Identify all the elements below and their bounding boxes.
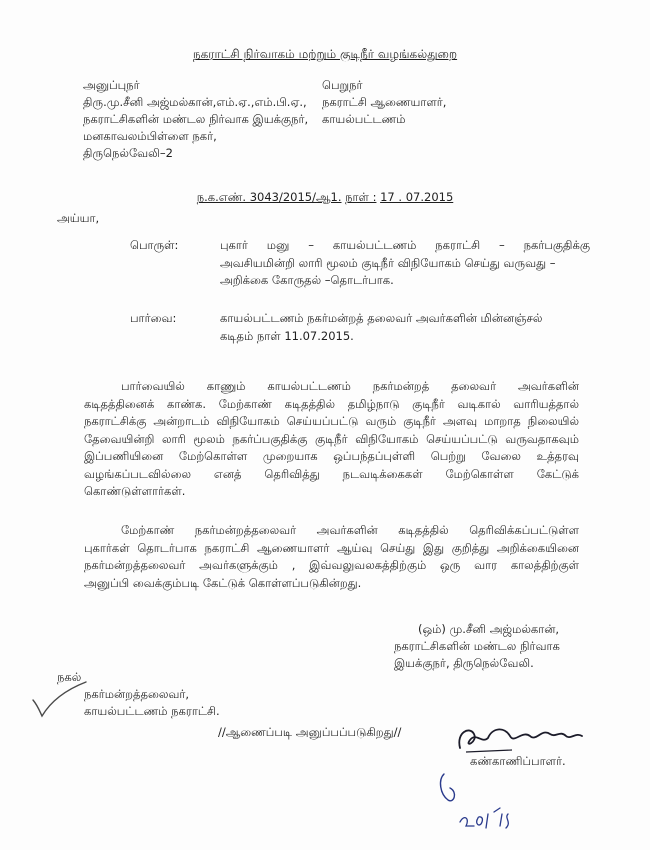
reference-number: ந.க.எண். 3043/2015/ஆ1. [196, 190, 342, 204]
sender-label: அனுப்புநர் [83, 78, 140, 92]
sender-line: நகராட்சிகளின் மண்டல நிர்வாக இயக்குநர், [83, 112, 309, 126]
date-label: நாள் : [345, 190, 377, 204]
copy-line: நகர்மன்றத்தலைவர், [84, 687, 190, 701]
paragraph-line: பார்வையில் காணும் காயல்பட்டணம் நகர்மன்றத் தலைவர் அவர்களின் [121, 379, 579, 393]
superintendent-title: கண்காணிப்பாளர். [470, 754, 566, 768]
receiver-block [322, 77, 446, 128]
signature-line: இயக்குநர், திருநெல்வேலி. [394, 656, 534, 670]
signature-block [394, 621, 560, 672]
paragraph-line: கடிதத்தினைக் காண்க. மேற்காண் கடிதத்தில் தமிழ்நாடு குடிநீர் வடிகால் வாரியத்தால் [84, 396, 579, 411]
paragraph-line: மேற்காண் நகர்மன்றத்தலைவர் அவர்களின் கடிதத்தில் தெரிவிக்கப்பட்டுள்ள [121, 523, 579, 537]
handwritten-signature-icon [452, 718, 592, 758]
paragraph-line: தேவையின்றி லாரி மூலம் நகர்ப்பகுதிக்கு குடிநீர் விநியோகம் செய்யப்பட்டு வருவதாகவும் [84, 431, 579, 446]
signature-line: நகராட்சிகளின் மண்டல நிர்வாக [394, 639, 560, 653]
sender-block [83, 77, 308, 162]
receiver-label: பெறுநர் [322, 78, 363, 92]
body-paragraph-2 [84, 522, 579, 592]
body-paragraph-1 [84, 378, 579, 501]
paragraph-line: கொண்டுள்ளார்கள். [84, 484, 186, 498]
reference-label: பார்வை: [130, 311, 177, 325]
paragraph-line: அனுப்பி வைக்கும்படி கேட்டுக் கொள்ளப்படுகின்றது. [84, 575, 362, 590]
handwritten-date-icon [430, 768, 520, 838]
reference-line: காயல்பட்டணம் நகர்மன்றத் தலைவர் அவர்களின் மின்னஞ்சல் [220, 311, 543, 325]
paragraph-line: இப்பணியினை மேற்கொள்ள முறையாக ஒப்பந்தப்புள்ளி பெற்று வேலை உத்தரவு [84, 449, 579, 463]
subject-line: புகார் மனு – காயல்பட்டணம் நகராட்சி – நகர்பகுதிக்கு [220, 238, 590, 252]
receiver-line: காயல்பட்டணம் [322, 112, 406, 126]
copy-line: காயல்பட்டணம் நகராட்சி. [84, 704, 220, 718]
paragraph-line: நகராட்சிக்கு அன்றாடம் விநியோகம் செய்யப்பட்டு வரும் குடிநீர் அளவு மாறாத நிலையில் [84, 414, 579, 428]
paragraph-line: வழங்கப்படவில்லை எனத் தெரிவித்து நடவடிக்கைகள் மேற்கொள்ள கேட்டுக் [84, 466, 579, 481]
reference-text [220, 310, 590, 345]
order-line: //ஆணைப்படி அனுப்பப்படுகிறது// [218, 725, 402, 739]
tick-mark-icon [30, 680, 90, 730]
subject-line: அவசியமின்றி லாரி மூலம் குடிநீர் விநியோகம் செய்து வருவது – [220, 255, 556, 270]
sender-line: திருநெல்வேலி–2 [83, 146, 173, 160]
copy-label: நகல் [57, 670, 82, 684]
signature-line: (ஒம்) மு.சீனி அஜ்மல்கான், [418, 622, 560, 636]
sender-line: திரு.மு.சீனி அஜ்மல்கான்,எம்.ஏ.,எம்.பி.ஏ., [83, 95, 307, 109]
salutation: அய்யா, [57, 211, 100, 225]
subject-label: பொருள்: [130, 238, 179, 252]
department-heading: நகராட்சி நிர்வாகம் மற்றும் குடிநீர் வழங்கல்துறை [192, 47, 458, 61]
paragraph-line: நகர்மன்றத்தலைவர் அவர்களுக்கும் , இவ்வலுவலகத்திற்கும் ஒரு வார காலத்திற்குள் [84, 558, 579, 572]
receiver-line: நகராட்சி ஆணையாளர், [322, 95, 447, 109]
reference-number-line [0, 190, 650, 206]
paragraph-line: புகார்கள் தொடர்பாக நகராட்சி ஆணையாளர் ஆய்வு செய்து இது குறித்து அறிக்கையினை [84, 540, 579, 555]
subject-line: அறிக்கை கோருதல் –தொடர்பாக. [220, 273, 394, 287]
letter-date: 17 . 07.2015 [380, 190, 454, 204]
subject-text [220, 237, 590, 290]
sender-line: மனகாவலம்பிள்ளை நகர், [83, 129, 217, 143]
reference-line: கடிதம் நாள் 11.07.2015. [220, 328, 354, 343]
